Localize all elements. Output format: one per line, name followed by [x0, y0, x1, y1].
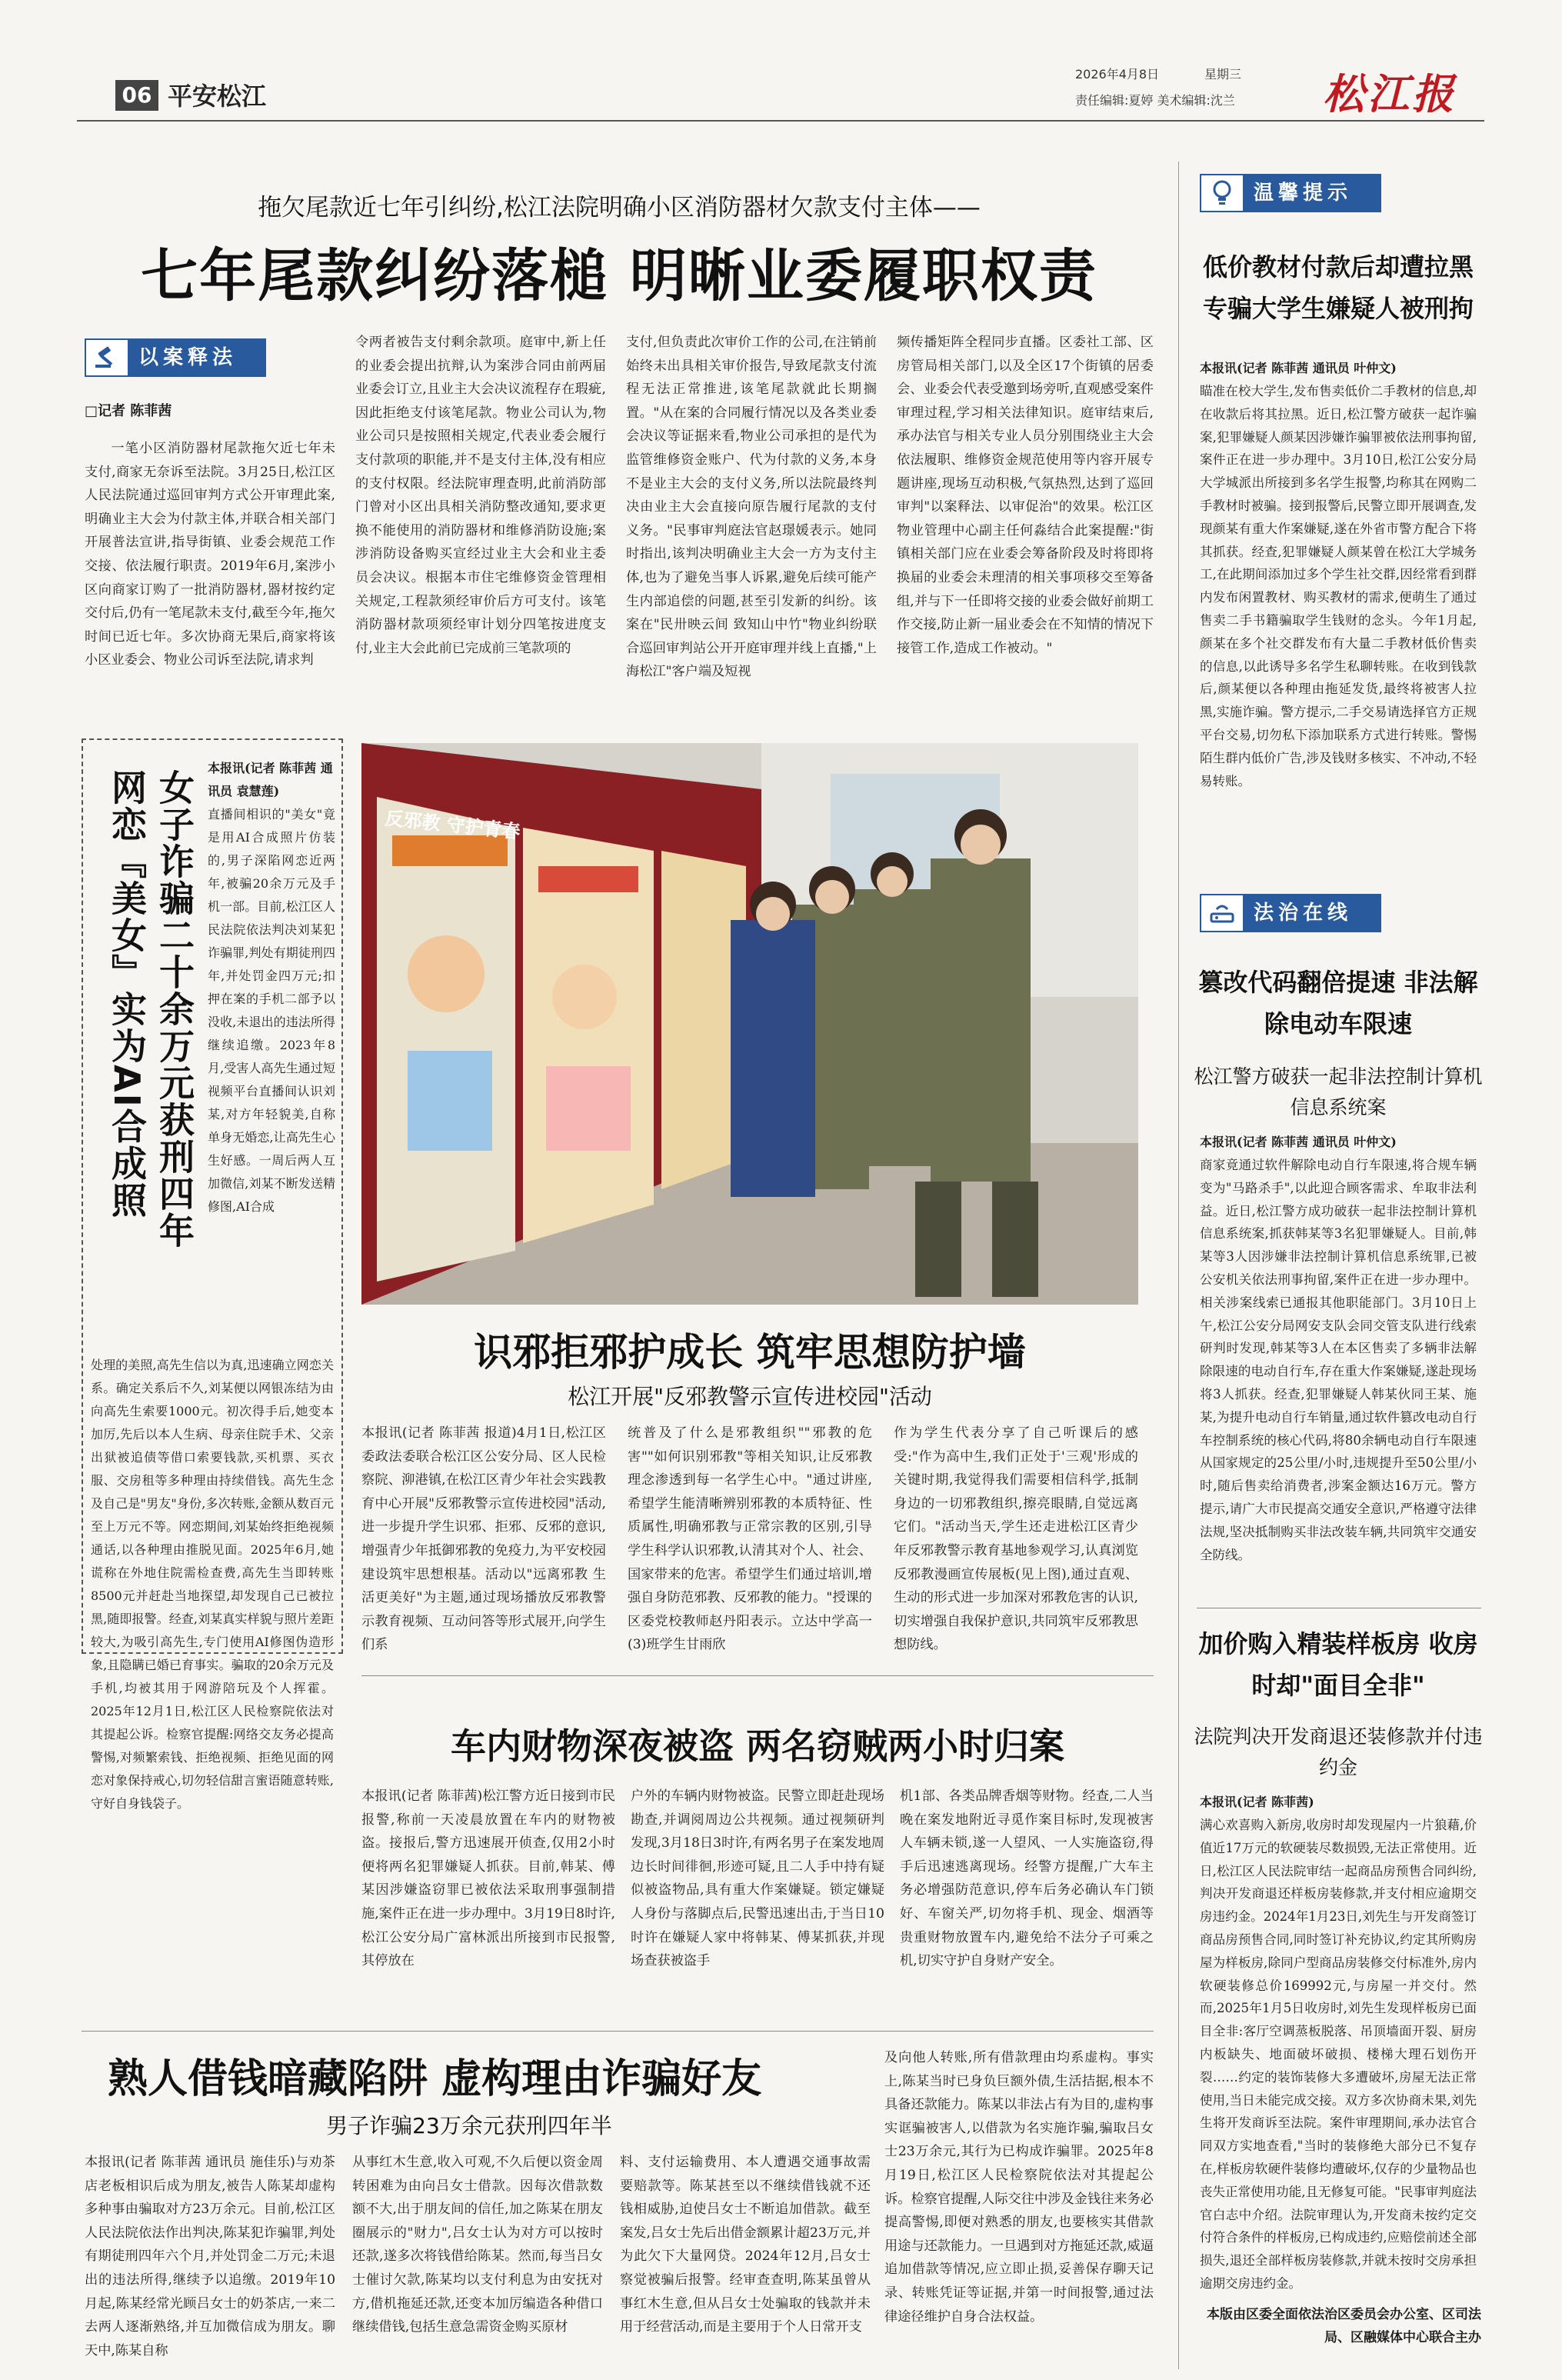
feature-headline: 识邪拒邪护成长 筑牢思想防护墙	[474, 1330, 1026, 1375]
newspaper-logo: 松江报	[1323, 69, 1457, 118]
main-body-col4: 频传播矩阵全程同步直播。区委社工部、区房管局相关部门,以及全区17个街镇的居委会、业委会代表受邀到场旁听,直观感受案件审理过程,学习相关法律知识。庭审结束后,承办法官与相关专业人员分别围绕业主大会依法履职、维修资金规范使用等内容开展专题讲座,现场互动积极,气氛热烈,达到了巡回审判"以案释法、以审促治"的效果。松江区物业管理中心副主任何淼结合此案提醒:"街镇相关部门应在业委会筹备阶段及时将即将换届的业委会未理清的相关事项移交至筹备组,并与下一任即将交接的业委会做好前期工作交接,防止新一届业委会在不知情的情况下接管工作,造成工作被动。"	[897, 335, 1154, 656]
side-story-body-top: 直播间相识的"美女"竟是用AI合成照片仿装的,男子深陷网恋近两年,被骗20余万元及手机一部。目前,松江区人民法院依法判决刘某犯诈骗罪,判处有期徒刑四年,并处罚金四万元;扣押在案的手机二部予以没收,未退出的违法所得继续追缴。2023年8月,受害人高先生通过短视频平台直播间认识刘某,对方年轻貌美,自称单身无婚恋,让高先生心生好感。一周后两人互加微信,刘某不断发送精修图,AI合成	[208, 807, 335, 1214]
showroom-headline: 加价购入精装样板房 收房时却"面目全非"	[1198, 1629, 1478, 1700]
loan-scam-headline: 熟人借钱暗藏陷阱 虚构理由诈骗好友	[108, 2056, 762, 2102]
section-tag-label: 以案释法	[138, 346, 238, 369]
right-column-rule	[1178, 162, 1179, 2369]
section-tag-label: 温馨提示	[1254, 182, 1353, 205]
feature-body-col3: 作为学生代表分享了自己听课后的感受:"作为高中生,我们正处于'三观'形成的关键时期,我觉得我们需要相信科学,抵制身边的一切邪教组织,擦亮眼睛,自觉远离它们。"活动当天,学生还走进松江区青少年反邪教警示教育基地参观学习,认真浏览反邪教漫画宣传展板(见上图),通过直观、生动的形式进一步加深对邪教危害的认识,切实增强自我保护意识,共同筑牢反邪教思想防线。	[894, 1425, 1138, 1653]
ebike-byline: 本报讯(记者 陈菲茜 通讯员 叶仲文)	[1200, 1135, 1397, 1149]
showroom-byline: 本报讯(记者 陈菲茜)	[1200, 1795, 1314, 1809]
section-tag-label: 法治在线	[1254, 902, 1353, 925]
ebike-subheadline: 松江警方破获一起非法控制计算机信息系统案	[1194, 1065, 1483, 1118]
date: 2026年4月8日	[1075, 67, 1160, 82]
feature-body-col2: 统普及了什么是邪教组织""邪教的危害""如何识别邪教"等相关知识,让反邪教理念渗透到每一名学生心中。"通过讲座,希望学生能清晰辨别邪教的本质特征、性质属性,明确邪教与正常宗教的区别,引导学生科学认识邪教,认清其对个人、社会、国家带来的危害。希望学生们通过培训,增强自身防范邪教、反邪教的能力。"授课的区委党校教师赵丹阳表示。立达中学高一(3)班学生甘雨欣	[628, 1425, 872, 1653]
car-theft-body-col1: 本报讯(记者 陈菲茜)松江警方近日接到市民报警,称前一天凌晨放置在车内的财物被盗。接报后,警方迅速展开侦查,仅用2小时便将两名犯罪嫌疑人抓获。目前,韩某、傅某因涉嫌盗窃罪已被依法采取刑事强制措施,案件正在进一步办理中。3月19日8时许,松江公安分局广富林派出所接到市民报警,其停放在	[361, 1788, 615, 1969]
section-tag-law-online	[1200, 894, 1381, 932]
photo-board-text: 反邪教 守护青春	[384, 807, 521, 843]
main-body-col3: 支付,但负责此次审价工作的公司,在注销前始终未出具相关审价报告,导致尾款支付流程无法正常推进,该笔尾款就此长期搁置。"从在案的合同履行情况以及各类业委会决议等证据来看,物业公司承担的是代为监管维修资金账户、代为付款的义务,本身不是业主大会的支付义务,所以法院最终判决由业主大会直接向原告履行尾款的支付义务。"民事审判庭法官赵璟媛表示。她同时指出,该判决明确业主大会一方为支付主体,也为了避免当事人诉累,避免后续可能产生内部追偿的问题,甚至引发新的纠纷。该案在"民卅映云间 致知山中竹"物业纠纷联合巡回审判站公开开庭审理并线上直播,"上海松江"客户端及短视	[626, 335, 877, 680]
showroom-subheadline: 法院判决开发商退还装修款并付违约金	[1194, 1725, 1483, 1778]
editor-credits: 责任编辑:夏婷 美术编辑:沈兰	[1075, 93, 1235, 108]
main-body-col1: 一笔小区消防器材尾款拖欠近七年未支付,商家无奈诉至法院。3月25日,松江区人民法院通过巡回审判方式公开审理此案,明确业主大会为付款主体,并联合相关部门开展普法宣讲,指导街镇、业委会规范工作交接、依法履行职责。2019年6月,案涉小区向商家订购了一批消防器材,器材按约定交付后,仍有一笔尾款未支付,截至今年,拖欠时间已近七年。多次协商无果后,商家将该小区业委会、物业公司诉至法院,请求判	[85, 441, 335, 668]
section-title: 平安松江	[168, 82, 267, 111]
loan-scam-body-col3: 料、支付运输费用、本人遭遇交通事故需要赔款等。陈某甚至以不继续借钱就不还钱相威胁,迫使吕女士不断追加借款。截至案发,吕女士先后出借金额累计超23万元,并为此欠下大量网贷。2024年12月,吕女士察觉被骗后报警。经审查查明,陈某虽曾从事红木生意,但从吕女士处骗取的钱款并未用于经营活动,而是主要用于个人日常开支	[620, 2155, 871, 2335]
feature-body-col1: 本报讯(记者 陈菲茜 报道)4月1日,松江区委政法委联合松江区公安分局、区人民检察院、泖港镇,在松江区青少年社会实践教育中心开展"反邪教警示宣传进校园"活动,进一步提升学生识邪、拒邪、反邪的意识,增强青少年抵御邪教的免疫力,为平安校园建设筑牢思想根基。活动以"远离邪教 生活更美好"为主题,通过现场播放反邪教警示教育视频、互动问答等形式展开,向学生们系	[361, 1425, 606, 1653]
side-story-byline: 本报讯(记者 陈菲茜 通讯员 袁慧莲)	[208, 761, 333, 798]
router-icon	[1200, 894, 1244, 932]
loan-scam-subheadline: 男子诈骗23万余元获刑四年半	[326, 2113, 612, 2138]
page-number-badge: 06	[115, 80, 158, 111]
textbook-scam-headline: 低价教材付款后却遭拉黑 专骗大学生嫌疑人被刑拘	[1202, 252, 1474, 323]
car-theft-headline: 车内财物深夜被盗 两名窃贼两小时归案	[450, 1725, 1064, 1767]
textbook-scam-body: 瞄准在校大学生,发布售卖低价二手教材的信息,却在收款后将其拉黑。近日,松江警方破获一起诈骗案,犯罪嫌疑人颜某因涉嫌诈骗罪被依法刑事拘留,案件正在进一步办理中。3月10日,松江公安分局大学城派出所接到多名学生报警,均称其在网购二手教材时被骗。接到报警后,民警立即开展调查,发现颜某有重大作案嫌疑,遂在外省市警方配合下将其抓获。经查,犯罪嫌疑人颜某曾在松江大学城务工,在此期间添加过多个学生社交群,因经常看到群内发布闲置教材、购买教材的需求,便萌生了通过售卖二手书籍骗取学生钱财的念头。今年1月起,颜某在多个社交群发布有大量二手教材低价售卖的信息,以此诱导多名学生私聊转账。在收到钱款后,颜某便以各种理由拖延发货,最终将被害人拉黑,实施诈骗。警方提示,二手交易请选择官方正规平台交易,切勿私下添加联系方式进行转账。警惕陌生群内低价广告,涉及钱财多核实、不冲动,不轻易转账。	[1200, 384, 1477, 788]
anti-cult-photo	[361, 743, 1138, 1305]
section-tag-case	[85, 338, 266, 377]
side-story-body-bottom: 处理的美照,高先生信以为真,迅速确立网恋关系。确定关系后不久,刘某便以网银冻结为由向高先生索要1000元。初次得手后,她变本加厉,先后以本人生病、母亲住院手术、父亲出狱被追债等借口索要钱款,买机票、买衣服、交房租等多种理由持续借钱。高先生念及自己是"男友"身份,多次转账,金额从数百元至上万元不等。网恋期间,刘某始终拒绝视频通话,以各种理由推脱见面。2025年6月,她谎称在外地住院需检查费,高先生当即转账8500元并赶赴当地探望,却发现自己已被拉黑,随即报警。经查,刘某真实样貌与照片差距较大,为吸引高先生,专门使用AI修图伪造形象,且隐瞒已婚已育事实。骗取的20余万元及手机,均被其用于网游陪玩及个人挥霍。2025年12月1日,松江区人民检察院依法对其提起公诉。检察官提醒:网络交友务必提高警惕,对频繁索钱、拒绝视频、拒绝见面的网恋对象保持戒心,切勿轻信甜言蜜语随意转账,守好自身钱袋子。	[91, 1358, 334, 1811]
car-theft-body-col3: 机1部、各类品牌香烟等财物。经查,二人当晚在案发地附近寻觅作案目标时,发现被害人车辆未锁,遂一人望风、一人实施盗窃,得手后迅速逃离现场。经警方提醒,广大车主务必增强防范意识,停车后务必确认车门锁好、车窗关严,切勿将手机、现金、烟酒等贵重财物放置车内,避免给不法分子可乘之机,切实守护自身财产安全。	[900, 1788, 1154, 1969]
section-tag-tips	[1200, 174, 1381, 212]
loan-scam-body-col1: 本报讯(记者 陈菲茜 通讯员 施佳乐)与劝茶店老板相识后成为朋友,被告人陈某却虚构多种事由骗取对方23万余元。目前,松江区人民法院依法作出判决,陈某犯诈骗罪,判处有期徒刑四年六个月,并处罚金二万元;未退出的违法所得,继续予以追缴。2019年10月起,陈某经常光顾吕女士的奶茶店,一来二去两人逐渐熟络,并互加微信成为朋友。聊天中,陈某自称	[85, 2155, 335, 2358]
ebike-body: 商家竟通过软件解除电动自行车限速,将合规车辆变为"马路杀手",以此迎合顾客需求、牟取非法利益。近日,松江警方成功破获一起非法控制计算机信息系统案,抓获韩某等3名犯罪嫌疑人。目前,韩某等3人因涉嫌非法控制计算机信息系统罪,已被公安机关依法刑事拘留,案件正在进一步办理中。相关涉案线索已通报其他职能部门。3月10日上午,松江公安分局网安支队会同交管支队进行线索研判时发现,韩某等3人在本区售卖了多辆非法解除限速的电动自行车,存在重大作案嫌疑,遂赴现场将3人抓获。经查,犯罪嫌疑人韩某伙同王某、施某,为提升电动自行车销量,通过软件篡改电动自行车控制系统的核心代码,将80余辆电动自行车限速从国家规定的25公里/小时,违规提升至50公里/小时,随后售卖给消费者,涉案金额达16万元。警方提示,请广大市民提高交通安全意识,严格遵守法律法规,坚决抵制购买非法改装车辆,共同筑牢交通安全防线。	[1200, 1158, 1477, 1562]
masthead-rule	[77, 120, 1484, 122]
loan-scam-body-col4: 及向他人转账,所有借款理由均系虚构。事实上,陈某当时已身负巨额外债,生活拮据,根本不具备还款能力。陈某以非法占有为目的,虚构事实诓骗被害人,以借款为名实施诈骗,骗取吕女士23万余元,其行为已构成诈骗罪。2025年8月19日,松江区人民检察院依法对其提起公诉。检察官提醒,人际交往中涉及金钱往来务必提高警惕,即便对熟悉的朋友,也要核实其借款用途与还款能力。一旦遇到对方拖延还款,威逼追加借款等情况,应立即止损,妥善保存聊天记录、转账凭证等证据,并第一时间报警,通过法律途径维护自身合法权益。	[884, 2050, 1154, 2325]
feature-subheadline: 松江开展"反邪教警示宣传进校园"活动	[568, 1384, 932, 1409]
ebike-headline: 篡改代码翻倍提速 非法解除电动车限速	[1198, 968, 1478, 1038]
car-theft-body-col2: 户外的车辆内财物被盗。民警立即赶赴现场勘查,并调阅周边公共视频。通过视频研判发现,3月18日3时许,有两名男子在案发地周边长时间徘徊,形迹可疑,且二人手中持有疑似被盗物品,具有重大作案嫌疑。锁定嫌疑人身份与落脚点后,民警迅速出击,于当日10时许在嫌疑人家中将韩某、傅某抓获,并现场查获被盗手	[631, 1788, 884, 1969]
lightbulb-icon	[1200, 174, 1244, 212]
side-story-headline: 女子诈骗二十余万元获刑四年 网恋『美女』实为AI合成照	[106, 769, 195, 1249]
sponsor-footer: 本版由区委全面依法治区委员会办公室、区司法局、区融媒体中心联合主办	[1207, 2307, 1481, 2345]
main-byline: □记者 陈菲茜	[85, 403, 172, 419]
loan-scam-body-col2: 从事红木生意,收入可观,不久后便以资金周转困难为由向吕女士借款。因每次借款数额不大,出于朋友间的信任,加之陈某在朋友圈展示的"财力",吕女士认为对方可以按时还款,遂多次将钱借给陈某。然而,每当吕女士催讨欠款,陈某均以支付利息为由安抚对方,借机拖延还款,还变本加厉编造各种借口继续借钱,包括生意急需资金购买原材	[352, 2155, 603, 2335]
textbook-scam-byline: 本报讯(记者 陈菲茜 通讯员 叶仲文)	[1200, 361, 1397, 375]
showroom-body: 满心欢喜购入新房,收房时却发现屋内一片狼藉,价值近17万元的软硬装尽数损毁,无法正常使用。近日,松江区人民法院审结一起商品房预售合同纠纷,判决开发商退还样板房装修款,并支付相应逾期交房违约金。2024年1月23日,刘先生与开发商签订商品房预售合同,同时签订补充协议,约定其所购房屋为样板房,除同户型商品房装修交付标准外,房内软硬装修总价169992元,与房屋一并交付。然而,2025年1月5日收房时,刘先生发现样板房已面目全非:客厅空调蒸板脱落、吊顶墙面开裂、厨房内板缺失、地面破坏破损、楼梯大理石划伤开裂……约定的装饰装修大多遭破坏,房屋无法正常使用,当日未能完成交接。双方多次协商未果,刘先生将开发商诉至法院。案件审理期间,承办法官合同双方实地查看,"当时的装修绝大部分已不复存在,样板房软硬件装修均遭破坏,仅存的少量物品也丧失正常使用功能,且无修复可能。"民事审判庭法官白志中介绍。法院审理认为,开发商未按约定交付符合条件的样板房,已构成违约,应赔偿前述全部损失,退还全部样板房装修款,并就未按时交房承担逾期交房违约金。	[1200, 1818, 1477, 2291]
weekday: 星期三	[1204, 67, 1242, 82]
main-body-col2: 令两者被告支付剩余款项。庭审中,新上任的业委会提出抗辩,认为案涉合同由前两届业委会订立,且业主大会决议流程存在瑕疵,因此拒绝支付该笔尾款。物业公司认为,物业公司只是按照相关规定,代表业委会履行支付款项的职能,并不是支付主体,没有相应的支付权限。经法院审理查明,此前消防部门曾对小区出具相关消防整改通知,要求更换不能使用的消防器材和维修消防设施;案涉消防设备购买宣经过业主大会和业主委员会决议。根据本市住宅维修资金管理相关规定,工程款须经审价后方可支付。该笔消防器材款项须经审计划分四笔按进度支付,业主大会此前已完成前三笔款项的	[355, 335, 606, 656]
divider-feature	[361, 1675, 1154, 1676]
gavel-icon	[85, 338, 129, 377]
main-headline: 七年尾款纠纷落槌 明晰业委履职权责	[141, 243, 1097, 309]
main-kicker: 拖欠尾款近七年引纠纷,松江法院明确小区消防器材欠款支付主体——	[258, 194, 981, 222]
divider-loan	[82, 2031, 1154, 2032]
